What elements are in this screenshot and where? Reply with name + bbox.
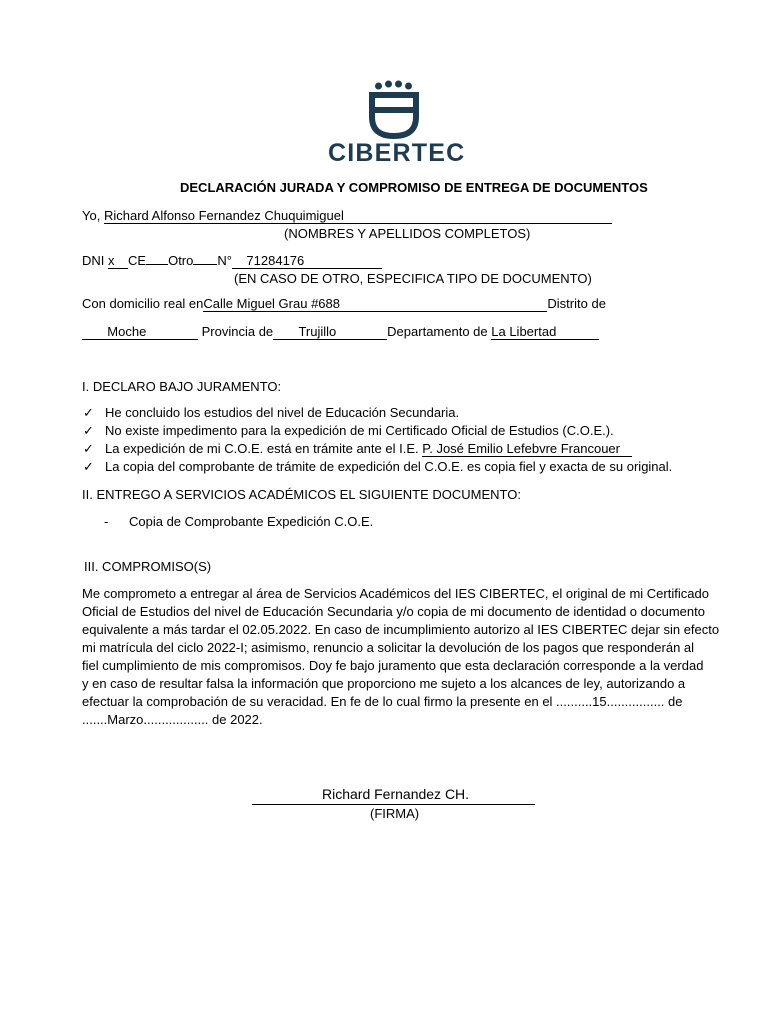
- list-item: La copia del comprobante de trámite de expedición del C.O.E. es copia fiel y exacta de su original.: [105, 459, 673, 474]
- logo-wordmark: CIBERTEC: [328, 139, 466, 167]
- departamento-field: La Libertad: [491, 324, 599, 340]
- full-name-field: Richard Alfonso Fernandez Chuquimiguel: [104, 208, 612, 224]
- dni-label: DNI: [82, 253, 105, 268]
- list-item: La expedición de mi C.O.E. está en trámite ante el I.E. P. José Emilio Lefebvre Francouer: [105, 441, 632, 457]
- check-icon: ✓: [83, 441, 94, 456]
- number-label: N°: [217, 253, 232, 268]
- paragraph-line: Me comprometo a entregar al área de Servicios Académicos del IES CIBERTEC, el original de mi Certificado: [82, 586, 709, 601]
- document-title: DECLARACIÓN JURADA Y COMPROMISO DE ENTREGA DE DOCUMENTOS: [180, 180, 648, 195]
- check-icon: ✓: [83, 405, 94, 420]
- check-icon: ✓: [83, 423, 94, 438]
- paragraph-line: Oficial de Estudios del nivel de Educación Secundaria y/o copia de mi documento de identidad o documento: [82, 604, 705, 619]
- signature-caption: (FIRMA): [370, 806, 420, 821]
- signature-name: Richard Fernandez CH.: [322, 786, 470, 802]
- address-label: Con domicilio real en: [82, 296, 204, 311]
- paragraph-line: mi matrícula del ciclo 2022-I; asimismo, renuncio a solicitar la devolución de los pagos que responderán al: [82, 640, 695, 655]
- document-item: Copia de Comprobante Expedición C.O.E.: [129, 514, 374, 529]
- document-number-field: 71284176: [232, 253, 382, 269]
- list-item: He concluido los estudios del nivel de Educación Secundaria.: [105, 405, 460, 420]
- name-line: [82, 208, 612, 224]
- paragraph-line: .......Marzo.................. de 2022.: [82, 712, 263, 727]
- provincia-label: Provincia de: [201, 324, 274, 339]
- paragraph-line: equivalente a más tardar el 02.05.2022. En caso de incumplimiento autorizo al IES CIBERTEC dejar sin efecto: [82, 622, 720, 637]
- ce-label: CE: [128, 253, 147, 268]
- section3-heading: III. COMPROMISO(S): [84, 559, 212, 574]
- otro-label: Otro: [168, 253, 194, 268]
- departamento-label: Departamento de: [387, 324, 488, 339]
- list-item: No existe impedimento para la expedición de mi Certificado Oficial de Estudios (C.O.E.).: [105, 423, 614, 438]
- section1-heading: I. DECLARO BAJO JURAMENTO:: [82, 379, 282, 394]
- check-icon: ✓: [83, 459, 94, 474]
- distrito-label: Distrito de: [547, 296, 606, 311]
- location-line: [82, 324, 599, 340]
- provincia-field: Trujillo: [273, 324, 387, 340]
- section2-heading: II. ENTREGO A SERVICIOS ACADÉMICOS EL SIGUIENTE DOCUMENTO:: [82, 487, 521, 502]
- paragraph-line: fiel cumplimiento de mis compromisos. Doy fe bajo juramento que esta declaración corresponde a la verdad: [82, 658, 704, 673]
- paragraph-line: y en caso de resultar falsa la información que proporciono me sujeto a los alcances de ley, autorizando a: [82, 676, 686, 691]
- dni-line: [82, 253, 382, 269]
- distrito-field: Moche: [82, 324, 198, 340]
- signature-line: [252, 804, 535, 805]
- address-line: [82, 296, 606, 312]
- name-caption: (NOMBRES Y APELLIDOS COMPLETOS): [284, 226, 531, 241]
- street-field: Calle Miguel Grau #688: [203, 296, 547, 312]
- institution-field: P. José Emilio Lefebvre Francouer: [422, 441, 632, 457]
- bullet-dash: -: [104, 514, 109, 529]
- yo-label: Yo,: [82, 208, 101, 223]
- dni-caption: (EN CASO DE OTRO, ESPECIFICA TIPO DE DOCUMENTO): [234, 271, 592, 286]
- paragraph-line: efectuar la comprobación de su veracidad. En fe de lo cual firmo la presente en el ..........15................ de: [82, 694, 683, 709]
- dni-mark: x: [108, 253, 128, 269]
